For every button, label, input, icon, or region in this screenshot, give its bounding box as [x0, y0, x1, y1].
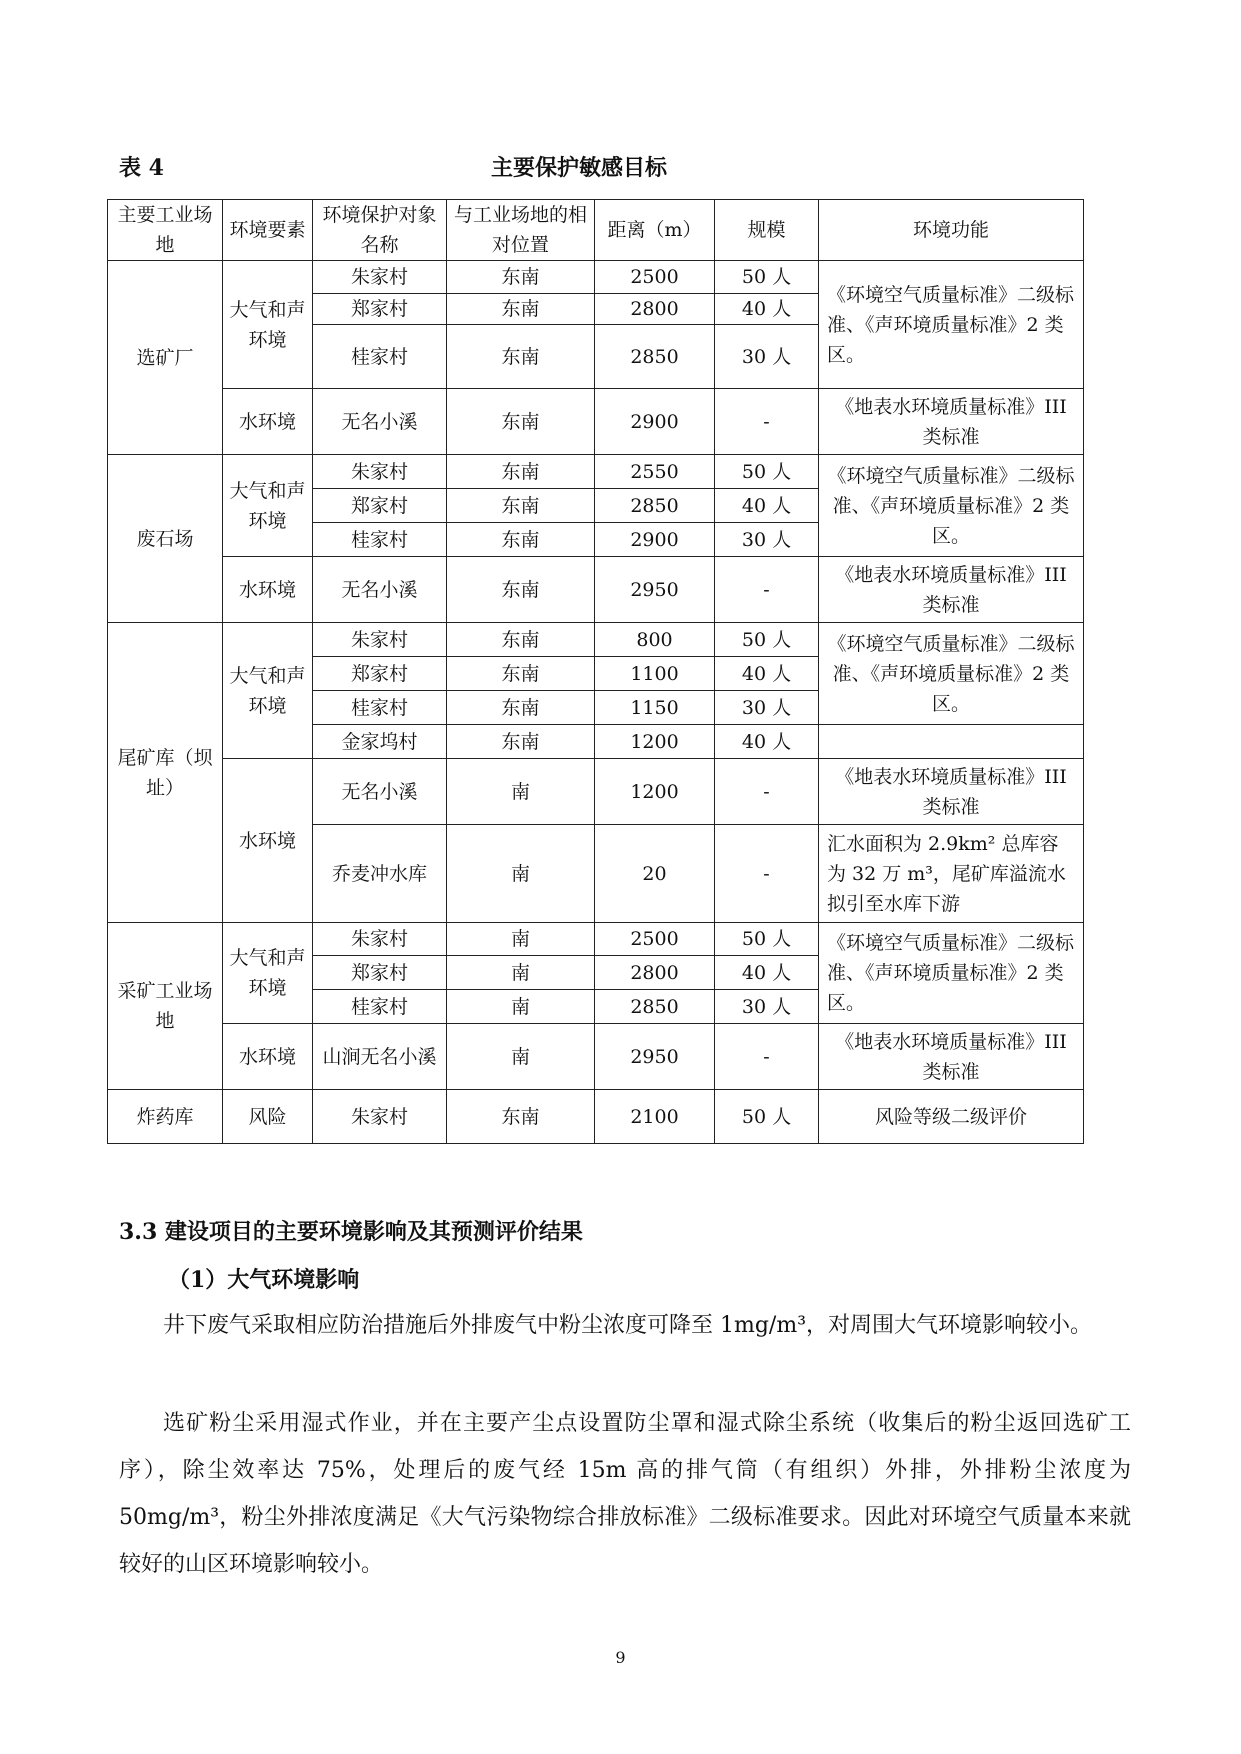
site-name: 尾矿库（坝址） — [108, 623, 223, 923]
position: 东南 — [447, 691, 595, 725]
table-row — [108, 1090, 1084, 1144]
subsection-heading: （1）大气环境影响 — [168, 1267, 360, 1293]
table-row — [108, 455, 1084, 489]
position: 南 — [447, 759, 595, 825]
element-water: 水环境 — [223, 759, 313, 923]
table-header-row — [108, 200, 1084, 261]
distance: 2500 — [595, 261, 715, 294]
position: 东南 — [447, 294, 595, 325]
target-name: 朱家村 — [313, 1090, 447, 1144]
position: 南 — [447, 825, 595, 923]
target-name: 朱家村 — [313, 455, 447, 489]
position: 东南 — [447, 523, 595, 557]
scale: - — [715, 1024, 819, 1090]
target-name: 山涧无名小溪 — [313, 1024, 447, 1090]
table-number: 表 4 — [119, 155, 164, 181]
distance: 2850 — [595, 325, 715, 389]
target-name: 无名小溪 — [313, 389, 447, 455]
section-heading: 3.3 建设项目的主要环境影响及其预测评价结果 — [119, 1219, 583, 1245]
scale: 50 人 — [715, 261, 819, 294]
target-name: 郑家村 — [313, 489, 447, 523]
scale: 40 人 — [715, 657, 819, 691]
target-name: 桂家村 — [313, 691, 447, 725]
element-air: 大气和声环境 — [223, 261, 313, 389]
function: 《环境空气质量标准》二级标准、《声环境质量标准》2 类区。 — [819, 261, 1084, 389]
position: 南 — [447, 1024, 595, 1090]
element-water: 水环境 — [223, 1024, 313, 1090]
target-name: 无名小溪 — [313, 557, 447, 623]
function: 风险等级二级评价 — [819, 1090, 1084, 1144]
scale: 30 人 — [715, 523, 819, 557]
function: 《地表水环境质量标准》III类标准 — [819, 1024, 1084, 1090]
target-name: 朱家村 — [313, 261, 447, 294]
distance: 2950 — [595, 557, 715, 623]
site-name: 废石场 — [108, 455, 223, 623]
paragraph: 选矿粉尘采用湿式作业，并在主要产尘点设置防尘罩和湿式除尘系统（收集后的粉尘返回选矿工序），除尘效率达 75%，处理后的废气经 15m 高的排气筒（有组织）外排，外排粉尘浓度为 50mg/m³，粉尘外排浓度满足《大气污染物综合排放标准》二级标准要求。因此对环境空气质量本来就较好的山区环境影响较小。 — [119, 1411, 1131, 1577]
scale: 40 人 — [715, 489, 819, 523]
distance: 2800 — [595, 956, 715, 990]
table-row — [108, 557, 1084, 623]
function: 汇水面积为 2.9km² 总库容为 32 万 m³，尾矿库溢流水拟引至水库下游 — [819, 825, 1084, 923]
page-number: 9 — [615, 1648, 626, 1667]
scale: 30 人 — [715, 325, 819, 389]
target-name: 朱家村 — [313, 923, 447, 956]
header-cell: 环境保护对象名称 — [313, 200, 447, 261]
table-title: 主要保护敏感目标 — [491, 155, 668, 181]
distance: 2900 — [595, 523, 715, 557]
position: 东南 — [447, 489, 595, 523]
site-name: 炸药库 — [108, 1090, 223, 1144]
scale: - — [715, 759, 819, 825]
element-air: 大气和声环境 — [223, 455, 313, 557]
header-cell: 环境功能 — [819, 200, 1084, 261]
scale: 50 人 — [715, 455, 819, 489]
header-cell: 环境要素 — [223, 200, 313, 261]
target-name: 郑家村 — [313, 657, 447, 691]
target-name: 桂家村 — [313, 523, 447, 557]
scale: 40 人 — [715, 294, 819, 325]
position: 东南 — [447, 389, 595, 455]
function: 《地表水环境质量标准》III类标准 — [819, 557, 1084, 623]
element-air: 大气和声环境 — [223, 623, 313, 759]
distance: 800 — [595, 623, 715, 657]
element-water: 水环境 — [223, 389, 313, 455]
distance: 1200 — [595, 725, 715, 759]
scale: 50 人 — [715, 1090, 819, 1144]
header-cell: 规模 — [715, 200, 819, 261]
distance: 2100 — [595, 1090, 715, 1144]
function: 《环境空气质量标准》二级标准、《声环境质量标准》2 类区。 — [819, 923, 1084, 1024]
target-name: 乔麦冲水库 — [313, 825, 447, 923]
table-row — [108, 261, 1084, 294]
distance: 1200 — [595, 759, 715, 825]
scale: - — [715, 389, 819, 455]
target-name: 无名小溪 — [313, 759, 447, 825]
target-name: 金家坞村 — [313, 725, 447, 759]
function: 《地表水环境质量标准》III类标准 — [819, 389, 1084, 455]
target-name: 郑家村 — [313, 956, 447, 990]
distance: 2850 — [595, 990, 715, 1024]
distance: 2800 — [595, 294, 715, 325]
scale: 40 人 — [715, 956, 819, 990]
scale: - — [715, 557, 819, 623]
position: 南 — [447, 990, 595, 1024]
target-name: 朱家村 — [313, 623, 447, 657]
position: 东南 — [447, 657, 595, 691]
table-row — [108, 623, 1084, 657]
scale: - — [715, 825, 819, 923]
function: 《地表水环境质量标准》III类标准 — [819, 759, 1084, 825]
table-row — [108, 923, 1084, 956]
site-name: 采矿工业场地 — [108, 923, 223, 1090]
position: 南 — [447, 923, 595, 956]
distance: 2550 — [595, 455, 715, 489]
function: 《环境空气质量标准》二级标准、《声环境质量标准》2 类区。 — [819, 623, 1084, 725]
position: 东南 — [447, 1090, 595, 1144]
header-cell: 与工业场地的相对位置 — [447, 200, 595, 261]
distance: 2900 — [595, 389, 715, 455]
distance: 1100 — [595, 657, 715, 691]
table-row — [108, 759, 1084, 825]
scale: 40 人 — [715, 725, 819, 759]
scale: 30 人 — [715, 691, 819, 725]
target-name: 桂家村 — [313, 990, 447, 1024]
distance: 2850 — [595, 489, 715, 523]
position: 南 — [447, 956, 595, 990]
target-name: 郑家村 — [313, 294, 447, 325]
table-row — [108, 389, 1084, 455]
element-water: 水环境 — [223, 557, 313, 623]
position: 东南 — [447, 261, 595, 294]
site-name: 选矿厂 — [108, 261, 223, 455]
distance: 2500 — [595, 923, 715, 956]
distance: 2950 — [595, 1024, 715, 1090]
position: 东南 — [447, 623, 595, 657]
target-name: 桂家村 — [313, 325, 447, 389]
function: 《环境空气质量标准》二级标准、《声环境质量标准》2 类区。 — [819, 455, 1084, 557]
header-cell: 距离（m） — [595, 200, 715, 261]
scale: 50 人 — [715, 623, 819, 657]
distance: 20 — [595, 825, 715, 923]
paragraph: 井下废气采取相应防治措施后外排废气中粉尘浓度可降至 1mg/m³，对周围大气环境影响较小。 — [163, 1313, 1093, 1338]
sensitive-targets-table — [107, 199, 1084, 1144]
position: 东南 — [447, 325, 595, 389]
scale: 50 人 — [715, 923, 819, 956]
distance: 1150 — [595, 691, 715, 725]
function-empty — [819, 725, 1084, 759]
scale: 30 人 — [715, 990, 819, 1024]
table-row — [108, 1024, 1084, 1090]
header-cell: 主要工业场地 — [108, 200, 223, 261]
position: 东南 — [447, 455, 595, 489]
position: 东南 — [447, 725, 595, 759]
position: 东南 — [447, 557, 595, 623]
element-risk: 风险 — [223, 1090, 313, 1144]
element-air: 大气和声环境 — [223, 923, 313, 1024]
